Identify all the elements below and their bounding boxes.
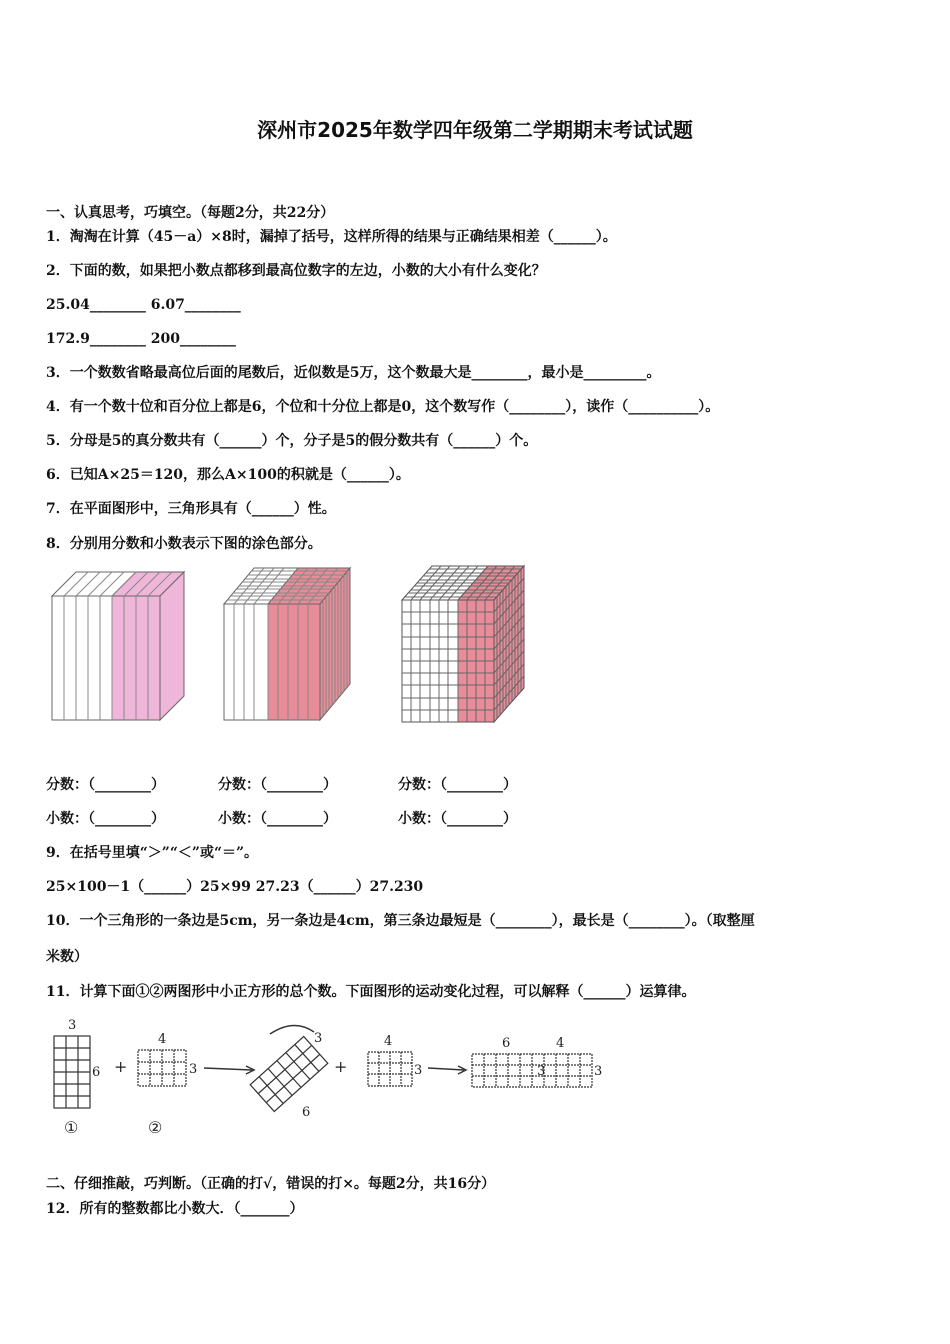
grid-combined-side-label: 3 — [594, 1064, 603, 1079]
grid-2-side-label: 3 — [189, 1062, 198, 1077]
arrow-1 — [204, 1066, 254, 1074]
grid-2-top-label: 4 — [158, 1032, 167, 1047]
plus-sign-1: + — [114, 1057, 128, 1076]
question-2-row2: 172.9________ 200________ — [46, 331, 236, 347]
question-8: 8．分别用分数和小数表示下图的涂色部分。 — [46, 536, 322, 552]
grid-combined-mid-label: 3 — [537, 1064, 546, 1079]
question-11: 11．计算下面①②两图形中小正方形的总个数。下面图形的运动变化过程，可以解释（______）运算律。 — [46, 984, 696, 1000]
question-6: 6．已知A×25＝120，那么A×100的积就是（______）。 — [46, 467, 410, 483]
cube-figure-2 — [224, 568, 350, 720]
section1-heading: 一、认真思考，巧填空。（每题2分，共22分） — [46, 205, 335, 221]
grid-combined — [472, 1054, 592, 1087]
question-2-row1: 25.04________ 6.07________ — [46, 297, 241, 313]
grid-1-number: ① — [64, 1118, 79, 1137]
question-4: 4．有一个数十位和百分位上都是6，个位和十分位上都是0，这个数写作（________），读作（__________）。 — [46, 399, 720, 415]
grid-combined-top-label-b: 4 — [556, 1036, 565, 1051]
question-9-row: 25×100－1（______）25×99 27.23（______）27.230 — [46, 879, 424, 895]
question-1: 1．淘淘在计算（45－a）×8时，漏掉了括号，这样所得的结果与正确结果相差（______）。 — [46, 229, 617, 245]
page-title: 深州市2025年数学四年级第二学期期末考试试题 — [257, 118, 693, 142]
arrow-2 — [428, 1066, 466, 1074]
rotate-arrow — [270, 1025, 314, 1034]
q11-figure — [44, 1012, 614, 1142]
grid-1 — [54, 1036, 90, 1108]
cube-figure-3 — [402, 566, 524, 722]
section2-heading: 二、仔细推敲，巧判断。（正确的打√，错误的打×。每题2分，共16分） — [46, 1176, 496, 1192]
cube-figure-1 — [52, 572, 184, 720]
q8-decimal-1: 小数：（________） — [46, 811, 165, 827]
question-3: 3．一个数数省略最高位后面的尾数后，近似数是5万，这个数最大是________，最小是_________。 — [46, 365, 661, 381]
grid-1-side-label: 6 — [92, 1065, 101, 1080]
grid-rotated — [250, 1037, 328, 1112]
grid-1-top-label: 3 — [68, 1018, 77, 1033]
grid-combined-top-label-a: 6 — [502, 1036, 511, 1051]
q8-fraction-1: 分数：（________） — [46, 777, 165, 793]
q8-figures — [44, 560, 544, 730]
grid-2-number: ② — [148, 1118, 163, 1137]
q8-fraction-3: 分数：（________） — [398, 777, 517, 793]
grid-rotated-side-label: 3 — [314, 1031, 323, 1046]
question-10-line1: 10．一个三角形的一条边是5cm，另一条边是4cm，第三条边最短是（________），最长是（________）。（取整厘 — [46, 913, 755, 929]
question-7: 7．在平面图形中，三角形具有（______）性。 — [46, 501, 336, 517]
q8-decimal-3: 小数：（________） — [398, 811, 517, 827]
q8-decimal-2: 小数：（________） — [218, 811, 337, 827]
question-10-line2: 米数） — [46, 949, 88, 965]
question-2: 2．下面的数，如果把小数点都移到最高位数字的左边，小数的大小有什么变化？ — [46, 263, 546, 279]
question-5: 5．分母是5的真分数共有（______）个，分子是5的假分数共有（______）个。 — [46, 433, 538, 449]
grid-4-top-label: 4 — [384, 1034, 393, 1049]
grid-2 — [138, 1050, 186, 1086]
question-12: 12．所有的整数都比小数大．（_______） — [46, 1201, 304, 1217]
q8-fraction-2: 分数：（________） — [218, 777, 337, 793]
plus-sign-2: + — [334, 1057, 348, 1076]
grid-4 — [368, 1052, 412, 1086]
grid-rotated-bottom-label: 6 — [302, 1105, 311, 1120]
grid-4-side-label: 3 — [414, 1063, 423, 1078]
question-9: 9．在括号里填“＞”“＜”或“＝”。 — [46, 845, 259, 861]
